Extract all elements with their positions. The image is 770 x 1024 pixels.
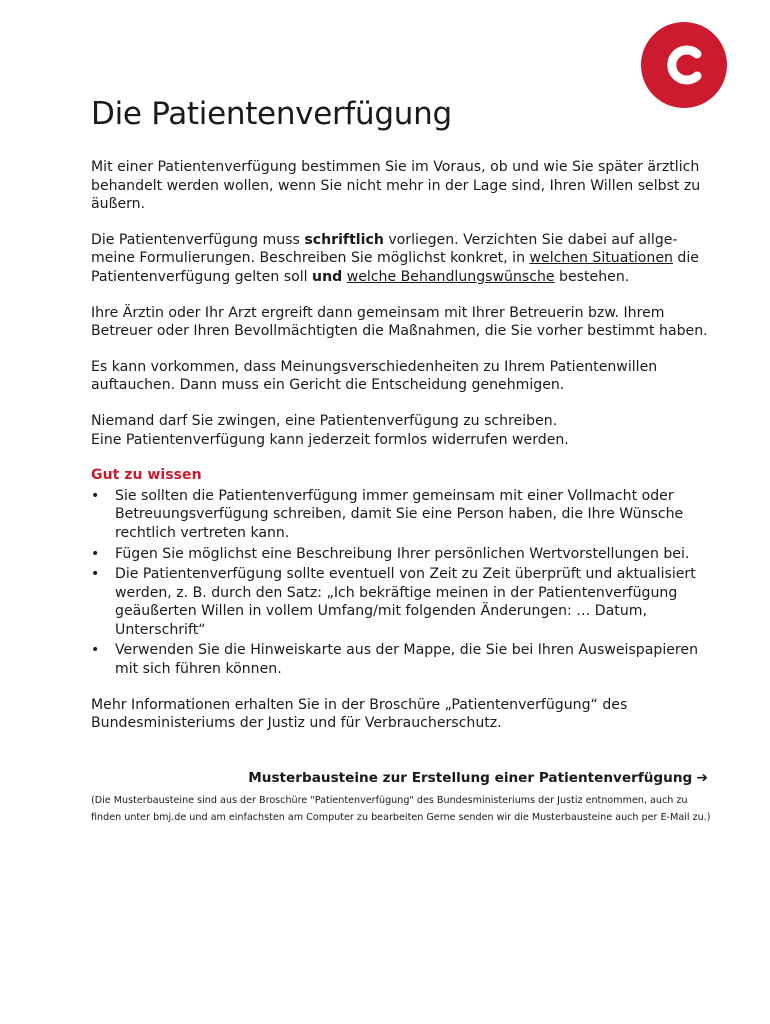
paragraph-schriftlich: Die Patientenverfügung muss schriftlich vorliegen. Verzichten Sie dabei auf allge-meine Formulierungen. Beschreiben Sie möglichst konkret, in welchen Situationen die Patientenverfügung gelten soll und welche Behandlungswünsche bestehen. — [91, 231, 699, 285]
document-body — [91, 158, 716, 843]
bullet-icon: • — [91, 487, 100, 504]
musterbausteine-link-label[interactable]: Musterbausteine zur Erstellung einer Patientenverfügung — [248, 769, 693, 786]
emphasis-und: und — [312, 268, 343, 285]
gut-zu-wissen-heading: Gut zu wissen — [91, 467, 202, 484]
paragraph-gericht: Es kann vorkommen, dass Meinungsverschiedenheiten zu Ihrem Patientenwillen auftauchen. Dann muss ein Gericht die Entscheidung genehmigen. — [91, 358, 658, 394]
footnote: (Die Musterbausteine sind aus der Broschüre "Patientenverfügung" des Bundesministeriums der Justiz entnommen, auch zu finden unter bmj.de und am einfachsten am Computer zu bearbeiten Gerne senden wir die Musterbausteine auch per E-Mail zu.) — [91, 795, 711, 823]
paragraph-aerztin: Ihre Ärztin oder Ihr Arzt ergreift dann gemeinsam mit Ihrer Betreuerin bzw. Ihrem Betreuer oder Ihren Bevollmächtigten die Maßnahmen, die Sie vorher bestimmt haben. — [91, 304, 708, 340]
page-title: Die Patientenverfügung — [91, 96, 452, 132]
paragraph-intro: Mit einer Patientenverfügung bestimmen Sie im Voraus, ob und wie Sie später ärztlich behandelt werden wollen, wenn Sie nicht mehr in der Lage sind, Ihren Willen selbst zu äußern. — [91, 159, 701, 213]
underline-situationen: welchen Situationen — [529, 250, 673, 267]
emphasis-schriftlich: schriftlich — [304, 231, 384, 248]
paragraph-broschuere: Mehr Informationen erhalten Sie in der Broschüre „Patientenverfügung“ des Bundesministeriums der Justiz und für Verbraucherschutz. — [91, 696, 628, 732]
bmj-link[interactable]: bmj.de — [153, 811, 187, 823]
bullet-icon: • — [91, 642, 100, 659]
bullet-icon: • — [91, 566, 100, 583]
paragraph-widerruf: Niemand darf Sie zwingen, eine Patientenverfügung zu schreiben. Eine Patientenverfügung kann jederzeit formlos widerrufen werden. — [91, 412, 569, 448]
list-item: • Sie sollten die Patientenverfügung immer gemeinsam mit einer Vollmacht oder Betreuungsverfügung schreiben, damit Sie eine Person haben, die Ihre Wünsche rechtlich vertreten kann. — [91, 487, 684, 541]
list-item: • Die Patientenverfügung sollte eventuell von Zeit zu Zeit überprüft und aktualisiert werden, z. B. durch den Satz: „Ich bekräftige meinen in der Patientenverfügung geäußerten Willen in vollem Umfang/mit folgenden Änderungen: … Datum, Unterschrift“ — [91, 566, 696, 638]
c-logo-icon — [641, 22, 727, 108]
list-item: • Fügen Sie möglichst eine Beschreibung Ihrer persönlichen Wertvorstellungen bei. — [91, 545, 690, 562]
bullet-icon: • — [91, 545, 100, 562]
underline-behandlungswuensche: welche Behandlungswünsche — [346, 268, 555, 285]
gut-zu-wissen-list — [91, 487, 716, 679]
musterbausteine-link[interactable] — [91, 769, 708, 788]
list-item: • Verwenden Sie die Hinweiskarte aus der Mappe, die Sie bei Ihren Ausweispapieren mit sich führen können. — [91, 642, 698, 678]
arrow-right-icon[interactable]: ➔ — [696, 769, 708, 786]
